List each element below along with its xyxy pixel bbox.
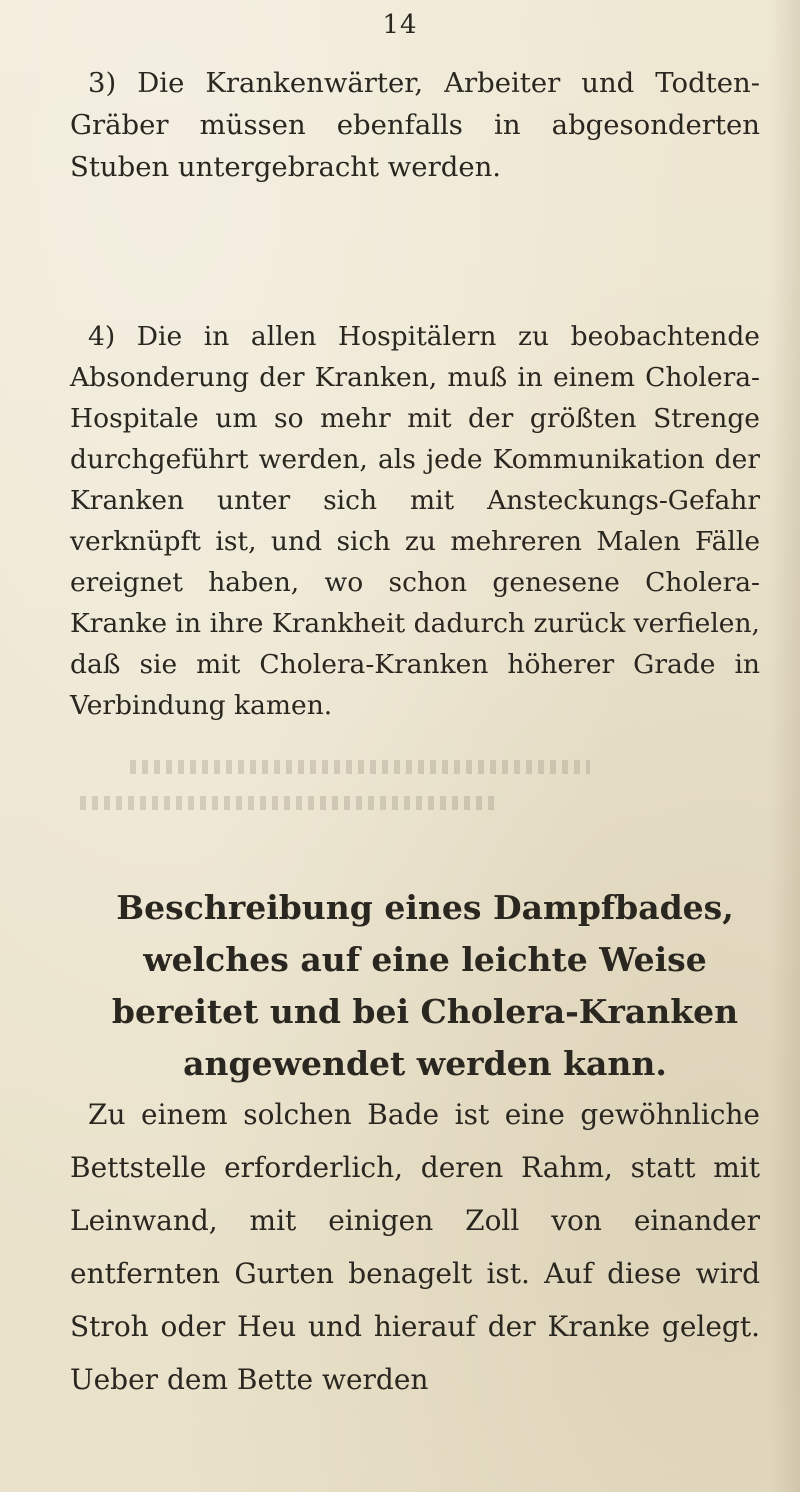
page-number: 14 [382, 10, 418, 40]
paragraph-4 [70, 316, 760, 726]
body-paragraph [70, 1088, 760, 1406]
section-heading-text: Beschreibung eines Dampfbades, welches auf eine leichte Weise bereitet und bei Cholera-Kranken angewendet werden kann. [111, 888, 739, 1083]
paragraph-4-text: 4) Die in allen Hospitälern zu beobachtende Absonderung der Kranken, muß in einem Cholera-Hospitale um so mehr mit der größten Strenge durchgeführt werden, als jede Kommunikation der Kranken unter sich mit Ansteckungs-Gefahr verknüpft ist, und sich zu mehreren Malen Fälle ereignet haben, wo schon genesene Cholera-Kranke in ihre Krankheit dadurch zurück verfielen, daß sie mit Cholera-Kranken höherer Grade in Verbindung kamen. [70, 321, 760, 721]
bleed-through-show [70, 752, 760, 842]
body-paragraph-text: Zu einem solchen Bade ist eine gewöhnliche Bettstelle erforderlich, deren Rahm, statt mit Leinwand, mit einigen Zoll von einander entfernten Gurten benagelt ist. Auf diese wird Stroh oder Heu und hierauf der Kranke gelegt. Ueber dem Bette werden [70, 1098, 760, 1396]
page-edge-shadow [770, 0, 800, 1492]
section-heading [100, 882, 750, 1090]
paragraph-3-text: 3) Die Krankenwärter, Arbeiter und Todten-Gräber müssen ebenfalls in abgesonderten Stuben untergebracht werden. [70, 67, 760, 183]
paragraph-3 [70, 62, 760, 188]
